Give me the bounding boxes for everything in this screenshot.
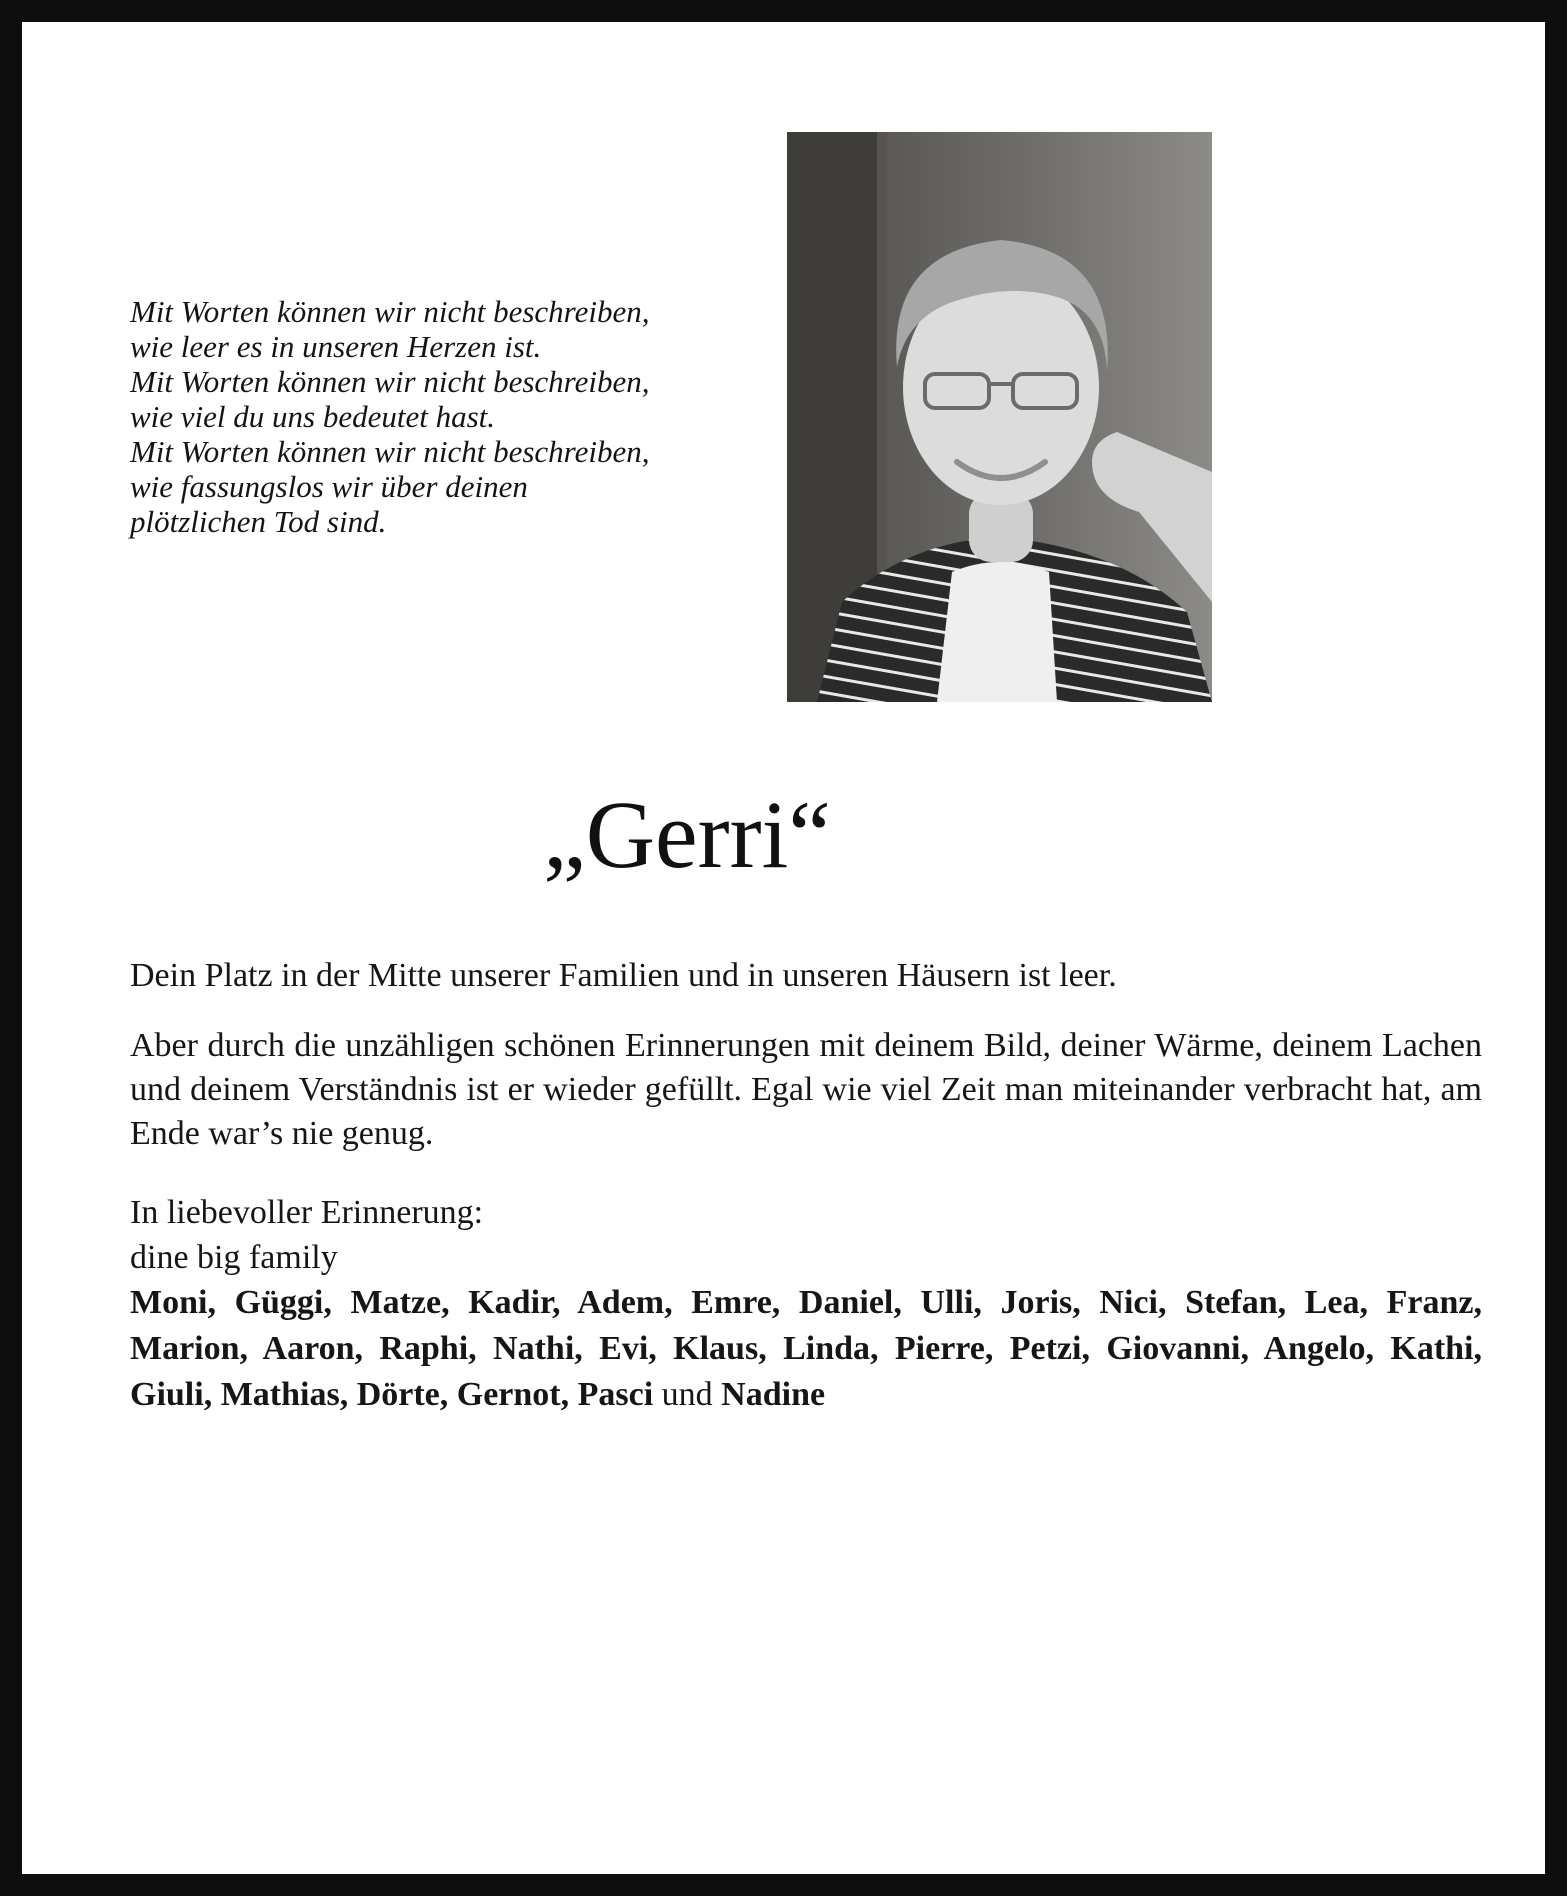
remembrance-block xyxy=(130,1190,1482,1280)
memorial-paragraph: Aber durch die unzähligen schönen Erinnerungen mit deinem Bild, deiner Wärme, deinem Lachen und deinem Verständnis ist er wieder gefüllt. Egal wie viel Zeit man miteinander verbracht hat, am Ende war’s nie genug. xyxy=(130,1027,1482,1152)
mourners-names xyxy=(130,1280,1482,1418)
intro-line: Dein Platz in der Mitte unserer Familien und in unseren Häusern ist leer. xyxy=(130,957,1117,994)
poem-line: wie viel du uns bedeutet hast. xyxy=(130,399,496,434)
remembrance-label: In liebevoller Erinnerung: xyxy=(130,1194,484,1231)
mourners-names-last: Nadine xyxy=(721,1376,826,1413)
poem-line: Mit Worten können wir nicht beschreiben, xyxy=(130,294,650,329)
remembrance-from: dine big family xyxy=(130,1239,338,1276)
mourners-names-bold: Moni, Güggi, Matze, Kadir, Adem, Emre, Daniel, Ulli, Joris, Nici, Stefan, Lea, Franz, Marion, Aaron, Raphi, Nathi, Evi, Klaus, Linda, Pierre, Petzi, Giovanni, Angelo, Kathi, Giuli, Mathias, Dörte, Gernot, Pasci xyxy=(130,1284,1482,1413)
poem-line: wie leer es in unseren Herzen ist. xyxy=(130,329,542,364)
poem-line: Mit Worten können wir nicht beschreiben, xyxy=(130,434,650,469)
poem-line: Mit Worten können wir nicht beschreiben, xyxy=(130,364,650,399)
poem-line: wie fassungslos wir über deinen xyxy=(130,469,528,504)
mourners-names-connector: und xyxy=(653,1376,722,1413)
deceased-name: „Gerri“ xyxy=(543,781,831,888)
poem-line: plötzlichen Tod sind. xyxy=(130,504,387,539)
portrait-photo xyxy=(787,132,1212,702)
memorial-poem xyxy=(130,294,649,539)
portrait-photo-placeholder xyxy=(787,132,1212,702)
